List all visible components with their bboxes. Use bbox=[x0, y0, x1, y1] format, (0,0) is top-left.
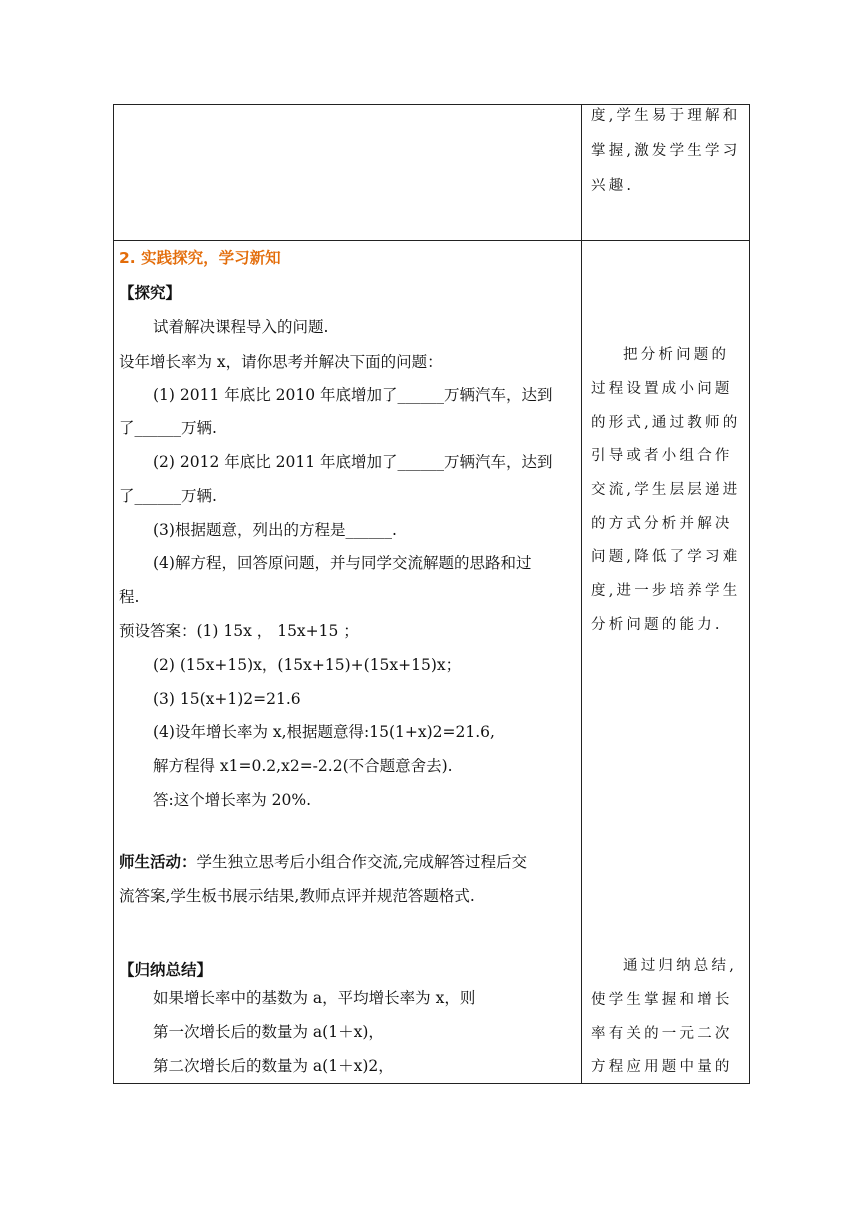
activity-text: 学生独立思考后小组合作交流,完成解答过程后交 bbox=[196, 853, 527, 871]
note-line: 通过归纳总结, bbox=[623, 958, 738, 974]
answer-line: 预设答案：(1) 15x ， 15x+15 ； bbox=[119, 622, 359, 640]
text-line: 试着解决课程导入的问题. bbox=[153, 318, 329, 336]
question-3: (3)根据题意，列出的方程是______. bbox=[153, 521, 397, 539]
answer-line: 答:这个增长率为 20%. bbox=[153, 791, 312, 809]
answer-line: (3) 15(x+1)2=21.6 bbox=[153, 690, 301, 708]
section-heading: 2. 实践探究，学习新知 bbox=[119, 249, 281, 267]
activity-label: 师生活动： bbox=[119, 853, 197, 871]
question-2: (2) 2012 年底比 2011 年底增加了______万辆汽车，达到 bbox=[153, 453, 553, 471]
note-line: 方程应用题中量的 bbox=[591, 1059, 733, 1075]
note-line: 把分析问题的 bbox=[623, 347, 730, 363]
note-line: 率有关的一元二次 bbox=[591, 1026, 733, 1042]
explore-label: 【探究】 bbox=[119, 284, 182, 302]
question-4: (4)解方程，回答原问题，并与同学交流解题的思路和过 bbox=[153, 554, 532, 572]
summary-line: 如果增长率中的基数为 a，平均增长率为 x，则 bbox=[153, 989, 476, 1007]
note-line: 使学生掌握和增长 bbox=[591, 992, 733, 1008]
note-line: 过程设置成小问题 bbox=[591, 381, 733, 397]
note-line: 度,进一步培养学生 bbox=[591, 583, 741, 599]
note-line: 交流,学生层层递进 bbox=[591, 482, 741, 498]
note-line: 引导或者小组合作 bbox=[591, 448, 733, 464]
note-line: 兴趣. bbox=[591, 178, 635, 194]
activity-line bbox=[119, 852, 527, 872]
column-divider bbox=[581, 105, 582, 1083]
summary-label: 【归纳总结】 bbox=[119, 961, 213, 979]
question-1: (1) 2011 年底比 2010 年底增加了______万辆汽车，达到 bbox=[153, 386, 553, 404]
row-divider bbox=[114, 240, 749, 241]
answer-line: 解方程得 x1=0.2,x2=-2.2(不合题意舍去). bbox=[153, 757, 453, 775]
answer-line: (4)设年增长率为 x,根据题意得:15(1+x)2=21.6, bbox=[153, 723, 495, 741]
note-line: 掌握,激发学生学习 bbox=[591, 143, 741, 159]
answer-line: (2) (15x+15)x，(15x+15)+(15x+15)x； bbox=[153, 656, 462, 674]
note-line: 的形式,通过教师的 bbox=[591, 415, 741, 431]
question-1-cont: 了______万辆. bbox=[119, 419, 217, 437]
question-4-cont: 程. bbox=[119, 588, 140, 606]
note-line: 问题,降低了学习难 bbox=[591, 549, 741, 565]
text-line: 设年增长率为 x，请你思考并解决下面的问题： bbox=[119, 353, 443, 371]
note-line: 度,学生易于理解和 bbox=[591, 108, 741, 124]
summary-line: 第二次增长后的数量为 a(1＋x)2， bbox=[153, 1057, 394, 1075]
note-line: 分析问题的能力. bbox=[591, 617, 723, 633]
activity-line-cont: 流答案,学生板书展示结果,教师点评并规范答题格式. bbox=[119, 887, 475, 905]
question-2-cont: 了______万辆. bbox=[119, 487, 217, 505]
note-line: 的方式分析并解决 bbox=[591, 516, 733, 532]
summary-line: 第一次增长后的数量为 a(1＋x)， bbox=[153, 1023, 384, 1041]
